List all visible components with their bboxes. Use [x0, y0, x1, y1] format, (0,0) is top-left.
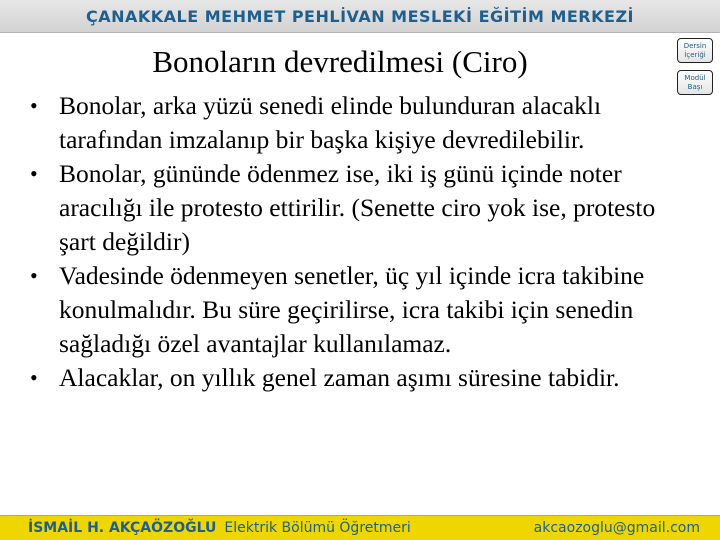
- footer-banner: [0, 515, 720, 540]
- module-start-button-label-line2: Başı: [687, 82, 703, 91]
- bullet-text: Bonolar, arka yüzü senedi elinde bulunduran alacaklı tarafından imzalanıp bir başka kişiye devredilebilir.: [59, 91, 602, 154]
- bullet-dot-icon: •: [30, 365, 38, 390]
- footer-author-name: İSMAİL H. AKÇAÖZOĞLU: [28, 520, 217, 536]
- bullet-text: Vadesinde ödenmeyen senetler, üç yıl içinde icra takibine konulmalıdır. Bu süre geçirilirse, icra takibi için senedin sağladığı özel avantajlar kullanılamaz.: [59, 261, 645, 358]
- footer-author-role: Elektrik Bölümü Öğretmeri: [224, 520, 411, 536]
- contents-button[interactable]: [677, 38, 713, 63]
- contents-button-label-line2: İçeriği: [684, 50, 706, 59]
- footer-email: akcaozoglu@gmail.com: [533, 520, 700, 536]
- module-start-button-label-line1: Modül: [684, 73, 706, 82]
- bullet-item: [30, 259, 690, 361]
- slide-title: Bonoların devredilmesi (Ciro): [152, 44, 528, 79]
- header-banner: [0, 0, 720, 33]
- header-banner-text: ÇANAKKALE MEHMET PEHLİVAN MESLEKİ EĞİTİM MERKEZİ: [85, 6, 635, 26]
- bullet-item: [30, 89, 690, 157]
- contents-button-label-line1: Dersin: [683, 41, 707, 50]
- footer-author: [28, 520, 411, 536]
- bullet-item: [30, 157, 690, 259]
- bullet-dot-icon: •: [30, 93, 38, 118]
- bullet-item: [30, 361, 690, 395]
- bullet-text: Bonolar, gününde ödenmez ise, iki iş günü içinde noter aracılığı ile protesto ettirilir. (Senette ciro yok ise, protesto şart değildir): [59, 159, 656, 256]
- bullet-dot-icon: •: [30, 263, 38, 288]
- bullet-dot-icon: •: [30, 161, 38, 186]
- bullet-text: Alacaklar, on yıllık genel zaman aşımı süresine tabidir.: [59, 363, 620, 392]
- bullet-list: [30, 89, 690, 395]
